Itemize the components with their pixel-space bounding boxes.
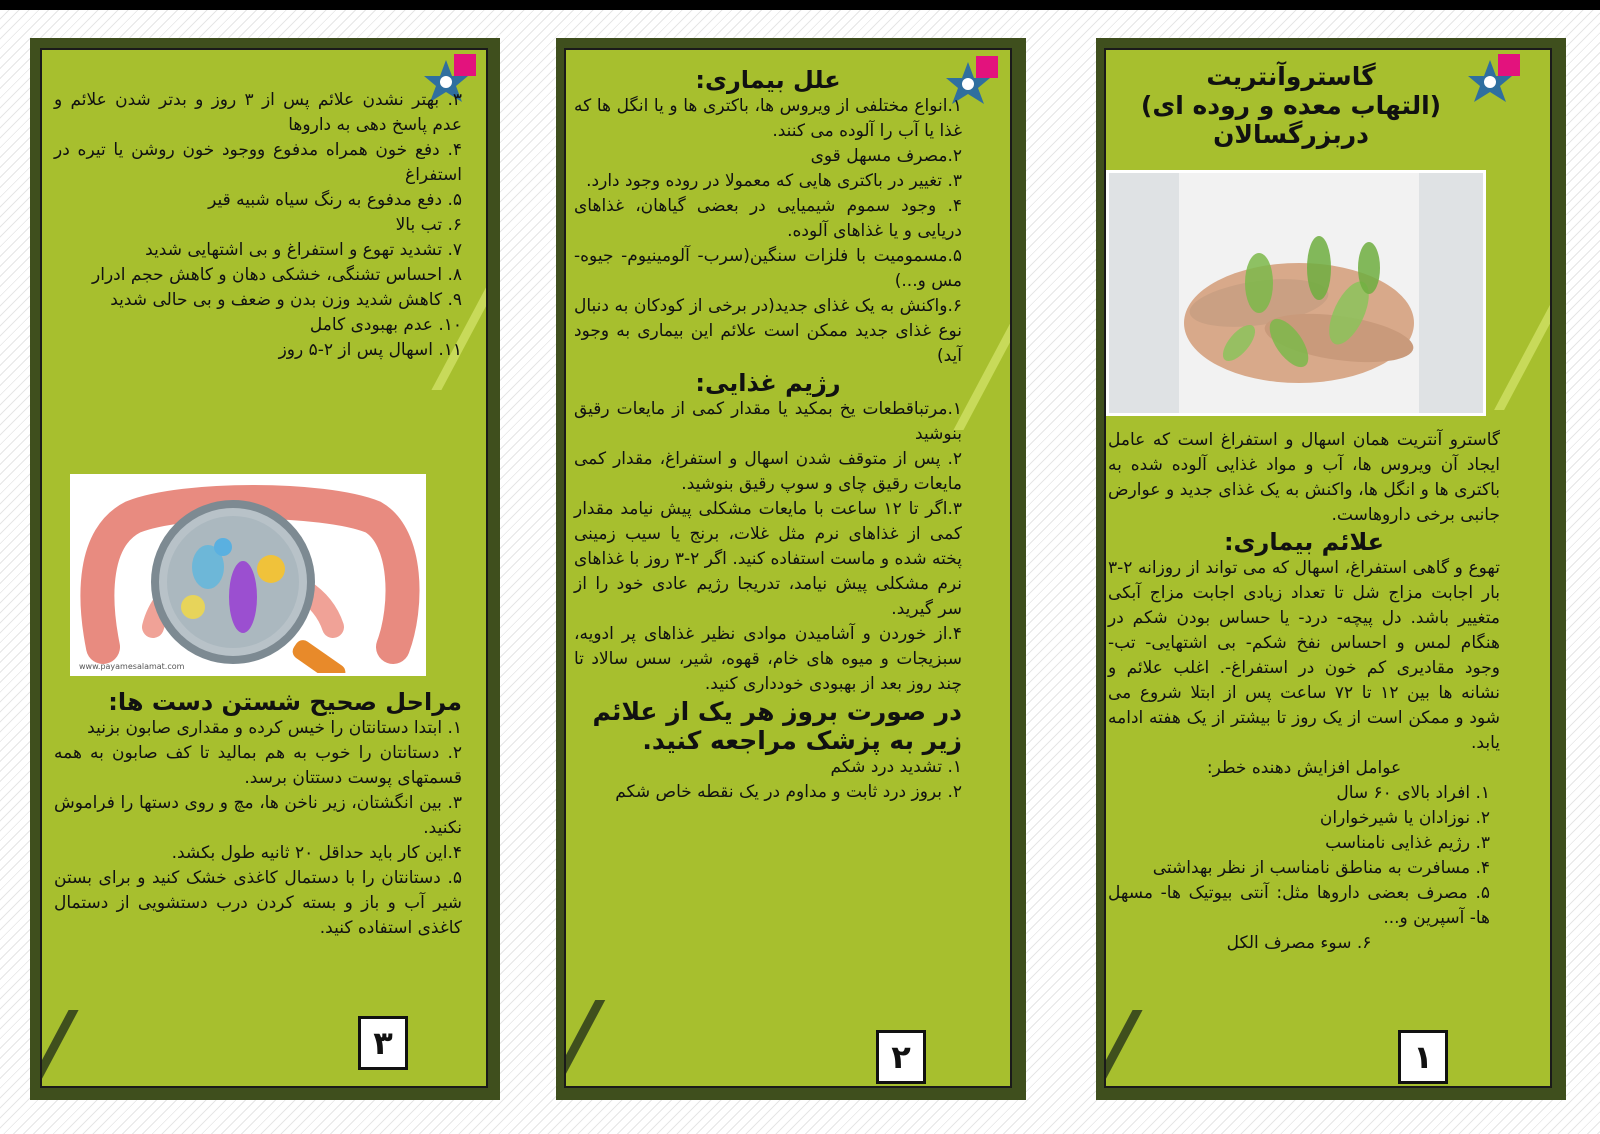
risk-item: ۵. مصرف بعضی داروها مثل: آنتی بیوتیک ها- مسهل ها- آسپرین و... [1108,883,1490,928]
warning-item: ۱۰. عدم بهبودی کامل [309,315,462,335]
warning-item: ۴. دفع خون همراه مدفوع ووجود خون روشن یا تیره در استفراغ [54,140,462,185]
handwash-item: ۳. بین انگشتان، زیر ناخن ها، مچ و روی دستها را فراموش نکنید. [54,793,462,838]
cause-item: ۲.مصرف مسهل قوی [810,146,962,166]
medical-logo-icon [1460,54,1522,116]
panel-1-content [1108,428,1500,956]
cause-item: ۶.واکنش به یک غذای جدید(در برخی از کودکان به دنبال نوع غذای جدید ممکن است علائم این بیماری به وجود آید) [574,296,962,366]
panel-3-warning-list [54,88,462,363]
handwash-item: ۵. دستانتان را با دستمال کاغذی خشک کنید و برای بستن شیر آب و باز و بسته کردن درب دستشویی از دستمال کاغذی استفاده کنید. [54,868,462,938]
warning-item: ۶. تب بالا [395,215,462,235]
risk-factors-heading: عوامل افزایش دهنده خطر: [1206,758,1402,778]
cause-item: ۴. وجود سموم شیمیایی در بعضی گیاهان، غذاهای دریایی و یا غذاهای آلوده. [574,196,962,241]
risk-item: ۳. رژیم غذایی نامناسب [1325,833,1490,853]
warning-item: ۸. احساس تشنگی، خشکی دهان و کاهش حجم ادرار [92,265,462,285]
symptoms-heading: علائم بیماری: [1223,528,1385,556]
panel-2-content [574,66,962,805]
warning-item: ۱. تشدید درد شکم [830,757,962,777]
risk-item: ۴. مسافرت به مناطق نامناسب از نظر بهداشتی [1152,858,1490,878]
panel-1-title-line-2: (التهاب معده و روده ای) [1140,91,1442,120]
panel-3-stripe-dark [40,1010,79,1088]
handwash-item: ۴.این کار باید حداقل ۲۰ ثانیه طول بکشد. [171,843,462,863]
diet-item: ۴.از خوردن و آشامیدن موادی نظیر غذاهای پر ادویه، سبزیجات و میوه های خام، قهوه، شیر، سس سالاد تا چند روز بعد از بهبودی خودداری کنید. [574,624,962,694]
panel-1-stripe [1494,290,1552,410]
warning-item: ۲. بروز درد ثابت و مداوم در یک نقطه خاص شکم [615,782,962,802]
diet-item: ۳.اگر تا ۱۲ ساعت با مایعات مشکلی پیش نیامد مقدار کمی از غذاهای نرم مثل غلات، برنج یا سیب زمینی پخته شده و ماست استفاده کنید. اگر ۲-۳ روز با غذاهای نرم مشکلی پیش نیامد، تدریجا رژیم عادی خود را از سر گیرید. [574,499,962,619]
panel-1-title-line-1: گاستروآنتریت [1206,62,1376,91]
panel-1-stripe-dark [1104,1010,1143,1088]
page-number-2: ۲ [876,1030,926,1084]
warning-item: ۹. کاهش شدید وزن بدن و ضعف و بی حالی شدید [110,290,462,310]
panel-1-title [1126,62,1456,149]
panel-2 [564,48,1012,1088]
page-number-1: ۱ [1398,1030,1448,1084]
warning-item: ۳. بهتر نشدن علائم پس از ۳ روز و بدتر شدن علائم و عدم پاسخ دهی به داروها [54,90,462,135]
cause-item: ۳. تغییر در باکتری هایی که معمولا در روده وجود دارد. [586,171,962,191]
risk-item: ۲. نوزادان یا شیرخواران [1319,808,1490,828]
panel-1-title-line-3: دربزرگسالان [1213,120,1369,149]
risk-item: ۶. سوء مصرف الکل [1226,933,1372,953]
page-number-3: ۳ [358,1016,408,1070]
stomach-pain-photo [1106,170,1486,416]
top-border-bar [0,0,1600,10]
panel-2-stripe [953,300,1012,430]
causes-heading: علل بیماری: [695,66,841,94]
cause-item: ۵.مسمومیت با فلزات سنگین(سرب- آلومینیوم- جیوه-مس و...) [574,246,962,291]
image-watermark: www.payamesalamat.com [79,662,185,671]
risk-item: ۱. افراد بالای ۶۰ سال [1336,783,1490,803]
warning-item: ۱۱. اسهال پس از ۲-۵ روز [278,340,462,360]
warning-item: ۷. تشدید تهوع و استفراغ و بی اشتهایی شدید [145,240,462,260]
symptoms-text: تهوع و گاهی استفراغ، اسهال که می تواند از روزانه ۲-۳ بار اجابت مزاج شل تا تعداد زیادی اجابت مزاج آبکی متغییر باشد. دل پیچه- درد- یا حساس بودن شکم در هنگام لمس و احساس نفخ شکم- بی اشتهایی- تب- وجود مقادیری کم خون در استفراغ-. اغلب علائم و نشانه ها بین ۱۲ تا ۷۲ ساعت پس از ابتلا شروع می شود و ممکن است از یک روز تا بیشتر از یک هفته ادامه یابد. [1108,558,1500,753]
intestine-magnifier-image [70,474,426,676]
diet-heading: رژیم غذایی: [695,369,841,397]
panel-3-handwash [54,688,462,941]
diet-item: ۲. پس از متوقف شدن اسهال و استفراغ، مقدار کمی مایعات رقیق چای و سوپ رقیق بنوشید. [574,449,962,494]
cause-item: ۱.انواع مختلفی از ویروس ها، باکتری ها و یا انگل ها که غذا یا آب را آلوده می کنند. [574,96,962,141]
warning-item: ۵. دفع مدفوع به رنگ سیاه شبیه قیر [208,190,462,210]
warning-heading: در صورت بروز هر یک از علائم زیر به پزشک مراجعه کنید. [592,697,962,755]
handwash-item: ۱. ابتدا دستانتان را خیس کرده و مقداری صابون بزنید [87,718,462,738]
panel-1 [1104,48,1552,1088]
panel-2-stripe-dark [564,1000,605,1088]
handwash-item: ۲. دستانتان را خوب به هم بمالید تا کف صابون به همه قسمتهای پوست دستتان برسد. [54,743,462,788]
handwash-heading: مراحل صحیح شستن دست ها: [108,688,462,716]
panel-1-intro: گاسترو آنتریت همان اسهال و استفراغ است که عامل ایجاد آن ویروس ها، آب و مواد غذایی آلوده شده به باکتری ها و انگل ها، واکنش به یک غذای جدید و عوارض جانبی برخی داروهاست. [1108,430,1500,525]
panel-3 [40,48,488,1088]
diet-item: ۱.مرتباقطعات یخ بمکید یا مقدار کمی از مایعات رقیق بنوشید [574,399,962,444]
